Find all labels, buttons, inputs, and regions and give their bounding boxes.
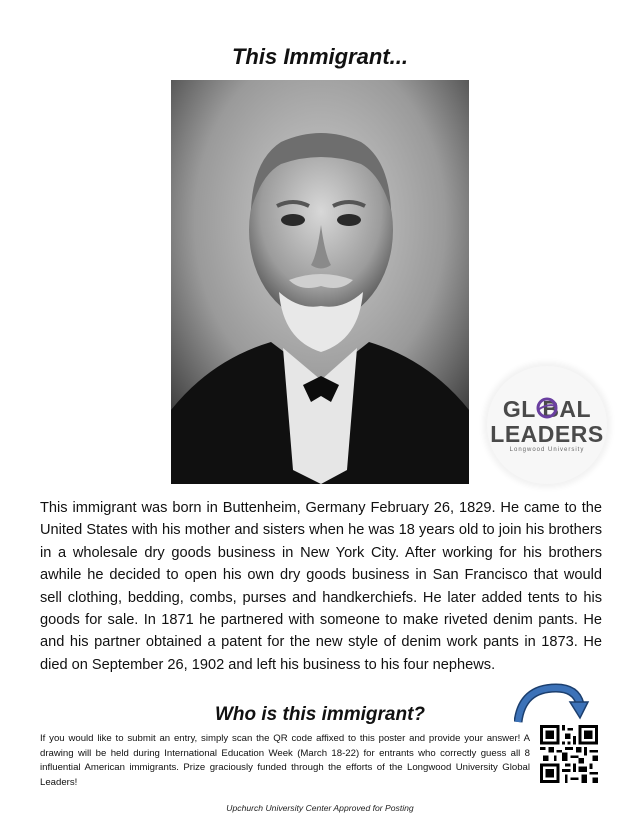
page-title: This Immigrant... [231,44,409,69]
portrait-illustration [171,80,469,484]
posting-approval-note: Upchurch University Center Approved for Posting [226,803,414,813]
biography-text: This immigrant was born in Buttenheim, Germany February 26, 1829. He came to the United States with his mother and sisters when he was 18 years old to join his brothers in a wholesale dry goods business in New York City. After working for his brothers awhile he decided to open his own dry goods business in San Francisco that would sell clothing, bedding, combs, purses and handkerchiefs. He later added tents to his goods for sale. In 1871 he partnered with someone to make riveted denim pants. He and his partner obtained a patent for the new style of denim work pants in 1873. He died on September 26, 1902 and left his business to his four nephews. [40,500,602,673]
globe-icon [536,397,558,419]
logo-line-1: GL BAL [502,396,592,422]
portrait-photo [171,80,469,484]
logo-line-2: LEADERS [490,421,604,447]
qr-code-icon[interactable] [540,725,598,783]
question-heading: Who is this immigrant? [214,704,426,725]
entry-instructions: If you would like to submit an entry, simply scan the QR code affixed to this poster and provide your answer! A drawing will be held during International Education Week (March 18-22) for entrants who correctly guess all 8 influential American immigrants. Prize graciously funded through the efforts of the Longwood University Global Leaders! [40,733,530,788]
curved-arrow-icon [514,682,590,724]
logo-subtitle: Longwood University [509,447,585,453]
global-leaders-logo [487,366,607,484]
